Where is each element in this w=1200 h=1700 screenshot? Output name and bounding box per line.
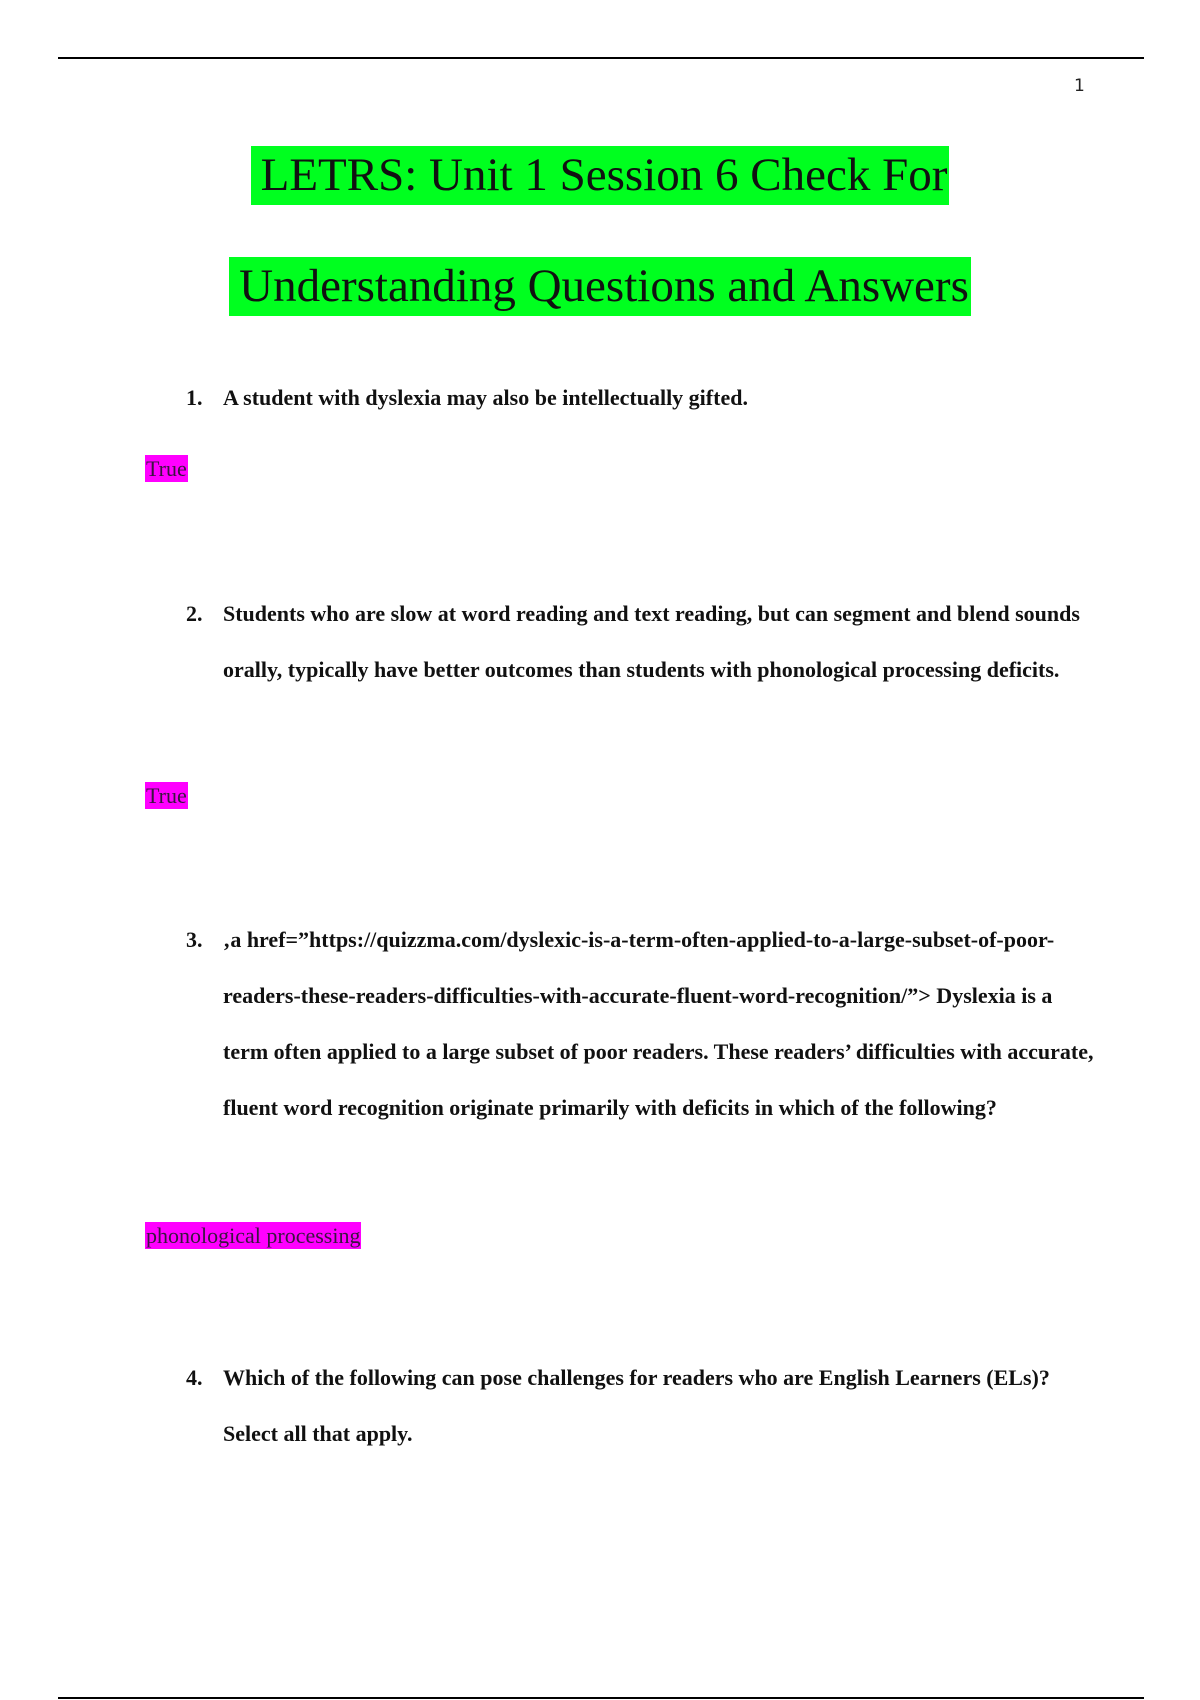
question-number: 4. xyxy=(186,1365,203,1390)
question-number: 3. xyxy=(186,927,203,952)
question-text: A student with dyslexia may also be intellectually gifted. xyxy=(223,385,748,410)
question-4 xyxy=(186,1350,1096,1462)
question-1 xyxy=(186,370,1096,426)
answer-highlight: True xyxy=(146,783,187,808)
question-number: 2. xyxy=(186,601,203,626)
answer-1 xyxy=(145,455,188,483)
answer-2 xyxy=(145,782,188,810)
title-highlight-1: LETRS: Unit 1 Session 6 Check For xyxy=(251,146,950,205)
document-title-line-1 xyxy=(0,146,1200,205)
question-2 xyxy=(186,586,1096,698)
bottom-rule xyxy=(58,1697,1144,1699)
question-3 xyxy=(186,912,1096,1136)
question-text: Which of the following can pose challenges for readers who are English Learners (ELs)? Select all that apply. xyxy=(223,1365,1050,1446)
page-number: 1 xyxy=(1074,76,1085,96)
answer-highlight: phonological processing xyxy=(146,1223,361,1248)
answer-3 xyxy=(145,1222,361,1250)
question-number: 1. xyxy=(186,385,203,410)
question-text: Students who are slow at word reading and text reading, but can segment and blend sounds orally, typically have better outcomes than students with phonological processing deficits. xyxy=(223,601,1080,682)
title-highlight-2: Understanding Questions and Answers xyxy=(229,257,971,316)
document-title-line-2 xyxy=(0,257,1200,316)
answer-highlight: True xyxy=(146,456,187,481)
top-rule xyxy=(58,57,1144,59)
question-text: ‚a href=”https://quizzma.com/dyslexic-is-a-term-often-applied-to-a-large-subset-of-poor-readers-these-readers-difficulties-with-accurate-fluent-word-recognition/”> Dyslexia is a term often applied to a large subset of poor readers. These readers’ difficulties with accurate, fluent word recognition originate primarily with deficits in which of the following? xyxy=(223,927,1094,1120)
